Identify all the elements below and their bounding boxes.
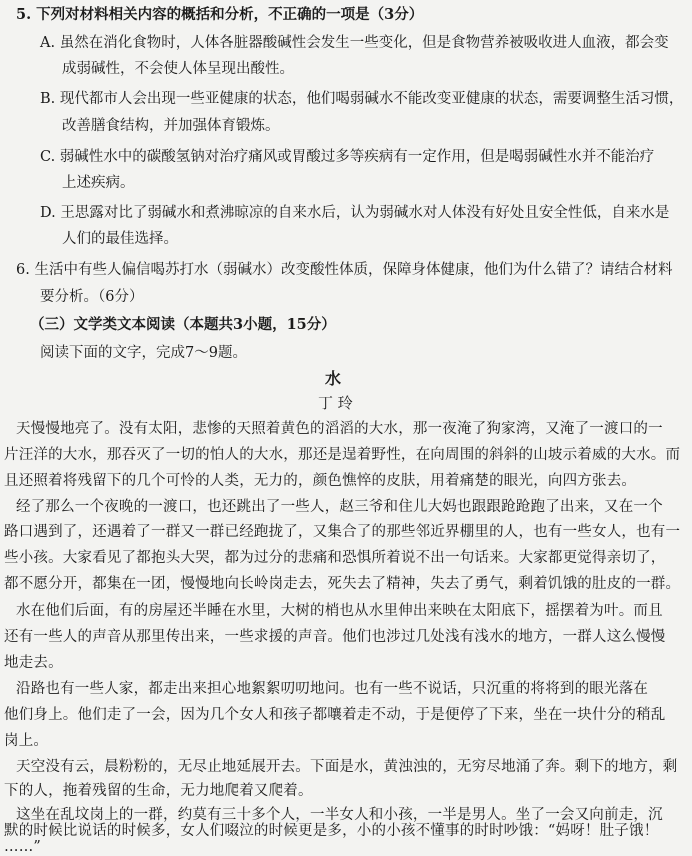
story-p3-l3: 地走去。: [4, 655, 63, 671]
section-3-heading: （三）文学类文本阅读（本题共3小题，15分）: [30, 316, 336, 333]
story-p3-l2: 还有一些人的声音从那里传出来，一些求援的声音。他们也涉过几处浅有浅水的地方，一群人这么慢慢: [4, 629, 666, 645]
story-title: 水: [325, 369, 342, 388]
question-6-line2: 要分析。（6分）: [40, 289, 144, 305]
story-p2-l2: 路口遇到了，还遇着了一群又一群已经跑拢了，又集合了的那些邻近界棚里的人，也有一些女人，也有一: [4, 524, 681, 540]
option-d-line2: 人们的最佳选择。: [62, 231, 178, 247]
story-p4-l3: 岗上。: [4, 733, 49, 749]
story-p3-l1: 水在他们后面，有的房屋还半睡在水里，大树的梢也从水里伸出来映在太阳底下，摇摆着为叶。而且: [16, 603, 663, 619]
story-p1-l2: 片汪洋的大水，那吞灭了一切的怕人的大水，那还是逞着野性，在向周围的斜斜的山坡示着威的大水。而: [4, 447, 681, 463]
question-5-stem: 5. 下列对材料相关内容的概括和分析，不正确的一项是（3分）: [16, 6, 424, 23]
option-c-line1: C. 弱碱性水中的碳酸氢钠对治疗痛风或胃酸过多等疾病有一定作用，但是喝弱碱性水并不能治疗: [40, 149, 655, 165]
story-p6-l2: 默的时候比说话的时候多，女人们啜泣的时候更是多，小的小孩不懂事的时时吵饿：“妈呀！肚子饿！: [4, 823, 659, 839]
story-p1-l3: 且还照着将残留下的几个可怜的人类，无力的，颜色憔悴的皮肤，用着痛楚的眼光，向四方张去。: [4, 473, 637, 489]
story-p4-l2: 他们身上。他们走了一会，因为几个女人和孩子都嚷着走不动，于是便停了下来，坐在一块什分的稍乱: [4, 707, 666, 723]
option-c-line2: 上述疾病。: [62, 175, 135, 191]
option-a-line1: A. 虽然在消化食物时，人体各脏器酸碱性会发生一些变化，但是食物营养被吸收进人血液，都会变: [40, 35, 669, 51]
story-p6-l3: ……”: [4, 839, 42, 855]
story-p2-l1: 经了那么一个夜晚的一渡口，也还跳出了一些人，赵三爷和住儿大妈也跟跟跄跄跑了出来，又在一个: [16, 499, 663, 515]
story-author: 丁 玲: [318, 394, 353, 412]
option-a-line2: 成弱碱性，不会使人体呈现出酸性。: [62, 61, 294, 77]
story-p4-l1: 沿路也有一些人家，都走出来担心地絮絮叨叨地问。也有一些不说话，只沉重的将将到的眼光落在: [16, 681, 649, 697]
section-3-instruction: 阅读下面的文字，完成7～9题。: [40, 345, 247, 361]
option-d-line1: D. 王思露对比了弱碱水和煮沸晾凉的自来水后，认为弱碱水对人体没有好处且安全性低，自来水是: [40, 205, 670, 221]
story-p6-l1: 这坐在乱坟岗上的一群，约莫有三十多个人，一半女人和小孩，一半是男人。坐了一会又向前走，沉: [16, 807, 663, 823]
story-p5-l2: 下的人，拖着残留的生命，无力地爬着又爬着。: [4, 783, 313, 799]
story-p2-l4: 都不愿分开，都集在一团，慢慢地向长岭岗走去，死失去了精神，失去了勇气，剩着饥饿的肚皮的一群。: [4, 576, 681, 592]
story-p1-l1: 天慢慢地亮了。没有太阳，悲惨的天照着黄色的滔滔的大水，那一夜淹了狗家湾，又淹了一渡口的一: [16, 421, 663, 437]
question-6-line1: 6. 生活中有些人偏信喝苏打水（弱碱水）改变酸性体质，保障身体健康，他们为什么错了？请结合材料: [16, 262, 673, 278]
option-b-line1: B. 现代都市人会出现一些亚健康的状态，他们喝弱碱水不能改变亚健康的状态，需要调整生活习惯，: [40, 91, 684, 107]
story-p5-l1: 天空没有云，晨粉粉的，无尽止地延展开去。下面是水，黄浊浊的，无穷尽地涌了奔。剩下的地方，剩: [16, 759, 678, 775]
option-b-line2: 改善膳食结构，并加强体育锻炼。: [62, 118, 280, 134]
story-p2-l3: 些小孩。大家看见了都抱头大哭，都为过分的悲痛和恐惧所着说不出一句话来。大家都更觉得亲切了，: [4, 550, 666, 566]
